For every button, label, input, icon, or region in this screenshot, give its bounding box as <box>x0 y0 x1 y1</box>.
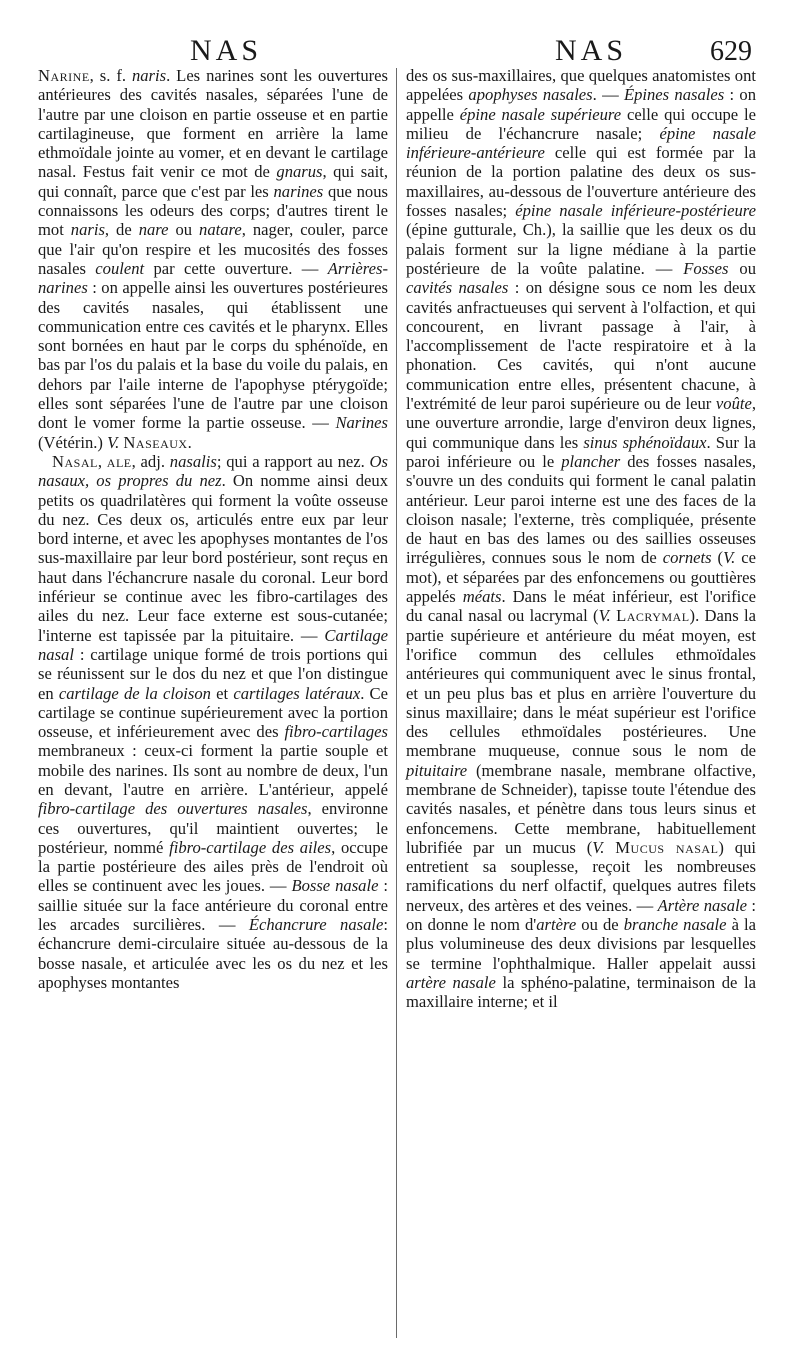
body-text: : cartilage unique formé de trois portions qui se réunissent sur le dos du nez et que l'on distingue en <box>38 644 388 703</box>
body-text: , occupe la partie postérieure des ailes près de l'endroit où elles se continuent avec les joues. — <box>38 837 388 896</box>
body-text: , de <box>104 220 139 240</box>
headword-text: Naseaux <box>123 432 188 452</box>
body-text: , <box>97 451 107 471</box>
italic-term: fibro-cartilages <box>284 722 388 742</box>
body-text: ou <box>168 220 200 240</box>
body-text: membraneux : ceux-ci forment la partie souple et mobile des narines. Ils sont au nombre de deux, l'un en devant, l'autre en arrière. L'antérieur, appelé <box>38 741 388 799</box>
headword-text: Mucus nasal <box>615 837 719 857</box>
italic-term: cornets <box>662 548 712 568</box>
italic-term: branche nasale <box>623 915 727 935</box>
header-left-word: NAS <box>190 34 263 67</box>
italic-term: cavités nasales <box>406 278 509 298</box>
italic-term: Narines <box>335 413 388 433</box>
italic-term: artère <box>536 915 577 935</box>
italic-term: Artère nasale <box>657 895 748 915</box>
italic-term: V. <box>592 837 605 857</box>
italic-term: cartilages latéraux <box>233 683 361 703</box>
italic-term: gnarus <box>276 162 323 182</box>
italic-term: plancher <box>561 451 621 471</box>
body-text: ou <box>728 258 756 278</box>
body-text: . — <box>592 85 624 105</box>
body-text: ). Dans la partie supérieure et antérieure du méat moyen, est l'orifice commun des cellules ethmoïdales antérieures qui communiquent avec le sinus frontal, et un peu plus bas et plus en arrière l'ouverture du sinus maxillaire; dans le méat supérieur est l'orifice des cellules ethmoïdales postérieures. Une membrane muqueuse, connue sous le nom de <box>406 606 756 761</box>
body-text: : échancrure demi-circulaire située au-dessous de la bosse nasale, et articulée avec les os du nez et les apophyses montantes <box>38 915 388 992</box>
body-text: , environne ces ouvertures, qu'il maintient ouvertes; le postérieur, nommé <box>38 799 388 857</box>
body-text: celle qui est formée par la réunion de la portion palatine des deux os sus-maxillaires, au-dessous de l'ouverture antérieure des fosses nasales; <box>406 143 756 221</box>
italic-term: naris <box>131 66 167 85</box>
italic-term: nasalis <box>169 451 217 471</box>
italic-term: cartilage de la cloison <box>58 683 211 703</box>
italic-term: épine nasale inférieure-antérieure <box>406 123 756 163</box>
body-text: ce mot), et séparées par des enfoncemens ou gouttières appelés <box>406 548 756 607</box>
body-text: : on appelle <box>406 85 756 124</box>
body-text: par cette ouverture. — <box>144 258 328 278</box>
italic-term: narines <box>273 181 324 201</box>
body-text: ) qui entretient sa souplesse, reçoit les nombreuses ramifications du nerf olfactif, quelques autres filets nerveux, des artères et des veines. — <box>406 837 756 915</box>
italic-term: Épines nasales <box>623 85 725 105</box>
entry-paragraph <box>38 452 388 992</box>
body-text: , une ouverture arrondie, large d'environ deux lignes, qui communique dans les <box>406 394 756 452</box>
body-text: (Vétérin.) <box>38 432 108 452</box>
body-text: que nous connaissons les odeurs des corps; d'autres tirent le mot <box>38 181 388 240</box>
italic-term: Os nasaux, os propres du nez <box>38 451 388 491</box>
italic-term: Cartilage nasal <box>38 625 388 664</box>
body-text: ou de <box>576 915 624 935</box>
body-text: (membrane nasale, membrane olfactive, membrane de Schneider), tapisse toute l'étendue des cavités nasales, et pénètre dans tous leurs sinus et enfoncemens. Cette membrane, habituellement lubrifiée par un mucus ( <box>406 760 756 857</box>
italic-term: natare <box>199 220 242 240</box>
body-text: : on désigne sous ce nom les deux cavités anfractueuses qui servent à l'olfaction, et qui concourent, en livrant passage à l'air, à l'accomplissement de l'acte respiratoire et à la phonation. Ces cavités, qui n'ont aucune communication entre elles, présentent chacune, à l'extrémité de leur paroi supérieure ou de leur <box>406 278 756 414</box>
body-text: . <box>187 432 192 452</box>
body-text: à la plus volumineuse des deux divisions par lesquelles se termine l'ophthalmique. Haller appelait aussi <box>406 915 757 973</box>
body-text: , adj. <box>131 451 170 471</box>
entry-paragraph <box>38 66 388 452</box>
body-text: . Les narines sont les ouvertures antérieures des cavités nasales, séparées l'une de l'autre par une cloison en partie osseuse et en partie cartilagineuse, que forment en arrière la lame ethmoïdale jointe au vomer, et en devant le cartilage nasal. Festus fait venir ce mot de <box>38 66 389 182</box>
italic-term: coulent <box>95 258 145 278</box>
column-divider <box>396 68 397 1338</box>
body-text: . Ce cartilage se continue supérieurement avec la portion osseuse, et inférieurement avec des <box>38 683 388 742</box>
italic-term: épine nasale supérieure <box>459 104 622 124</box>
body-text: . On nomme ainsi deux petits os quadrilatères qui forment la voûte osseuse du nez. Ces deux os, articulés entre eux par leur bord interne, et avec les apophyses montantes de l'os sus-maxillaire par leur bord postérieur, sont reçus en haut dans l'échancrure nasale du coronal. Leur bord inférieur se continue avec les fibro-cartilages des ailes du nez. Leur face externe est sous-cutanée; l'interne est tapissée par la pituitaire. — <box>38 471 388 645</box>
body-text: des os sus-maxillaires, que quelques anatomistes ont appelées <box>406 66 756 105</box>
body-text: la sphéno-palatine, terminaison de la maxillaire interne; et il <box>406 972 756 1012</box>
headword-text: Lacrymal <box>616 606 690 626</box>
body-text: ; qui a rapport au nez. <box>216 451 370 471</box>
italic-term: épine nasale inférieure-postérieure <box>515 201 756 221</box>
body-text: , s. f. <box>89 66 132 85</box>
entry-paragraph <box>406 66 756 1012</box>
headword-text: ale <box>106 451 132 471</box>
italic-term: V. <box>598 606 611 626</box>
italic-term: V. <box>107 432 120 452</box>
italic-term: méats <box>462 587 502 607</box>
page-number: 629 <box>710 36 752 67</box>
headword-text: Narine <box>38 66 90 85</box>
italic-term: sinus sphénoïdaux <box>583 432 707 452</box>
italic-term: pituitaire <box>406 760 468 780</box>
italic-term: naris <box>70 220 105 240</box>
body-text: et <box>210 683 234 703</box>
running-header <box>0 22 800 67</box>
body-text: : saillie située sur la face antérieure du coronal entre les arcades surcilières. — <box>38 876 388 935</box>
italic-term: voûte <box>715 394 752 414</box>
body-text: celle qui occupe le milieu de l'échancrure nasale; <box>406 104 756 143</box>
body-text: des fosses nasales, s'ouvre un des conduits qui forment le canal palatin antérieur. Leur paroi interne est une des faces de la cloison nasale; l'externe, très compliquée, présente de haut en bas des lames ou des saillies osseuses irrégulières, connues sous le nom de <box>406 451 756 568</box>
body-text: ( <box>711 548 724 568</box>
italic-term: Fosses <box>683 258 729 278</box>
right-column <box>406 66 756 1012</box>
body-text: : on donne le nom d' <box>406 895 757 935</box>
italic-term: V. <box>723 548 736 568</box>
header-right-word: NAS <box>555 34 628 67</box>
italic-term: Échancrure nasale <box>248 915 384 935</box>
italic-term: nare <box>138 220 169 240</box>
headword-text: Nasal <box>52 451 98 471</box>
body-text <box>604 838 615 857</box>
body-text: . Sur la paroi inférieure ou le <box>406 432 756 471</box>
italic-term: Arrières-narines <box>38 258 388 298</box>
body-text: . Dans le méat inférieur, est l'orifice du canal nasal ou lacrymal ( <box>406 587 756 626</box>
body-text: , nager, couler, parce que l'air qu'on respire et les mucosités des fosses nasales <box>38 220 389 278</box>
body-text: : on appelle ainsi les ouvertures postérieures des cavités nasales, qui établissent une communication entre ces cavités et le pharynx. Elles sont bornées en haut par le corps du sphénoïde, en bas par l'os du palais et la base du voile du palais, en dehors par l'aile interne de l'apophyse ptérygoïde; elles sont séparées l'une de l'autre par une cloison dont le vomer forme la partie osseuse. — <box>38 278 388 433</box>
italic-term: artère nasale <box>406 972 496 992</box>
italic-term: fibro-cartilage des ouvertures nasales <box>38 799 308 819</box>
body-text: , qui sait, qui connaît, parce que c'est par les <box>38 162 388 201</box>
italic-term: fibro-cartilage des ailes <box>169 837 332 857</box>
italic-term: apophyses nasales <box>468 85 593 105</box>
left-column <box>38 66 388 992</box>
body-text: (épine gutturale, Ch.), la saillie que les deux os du palais forment sur la ligne médiane à la partie postérieure de la voûte palatine. — <box>406 220 756 278</box>
italic-term: Bosse nasale <box>291 876 379 896</box>
